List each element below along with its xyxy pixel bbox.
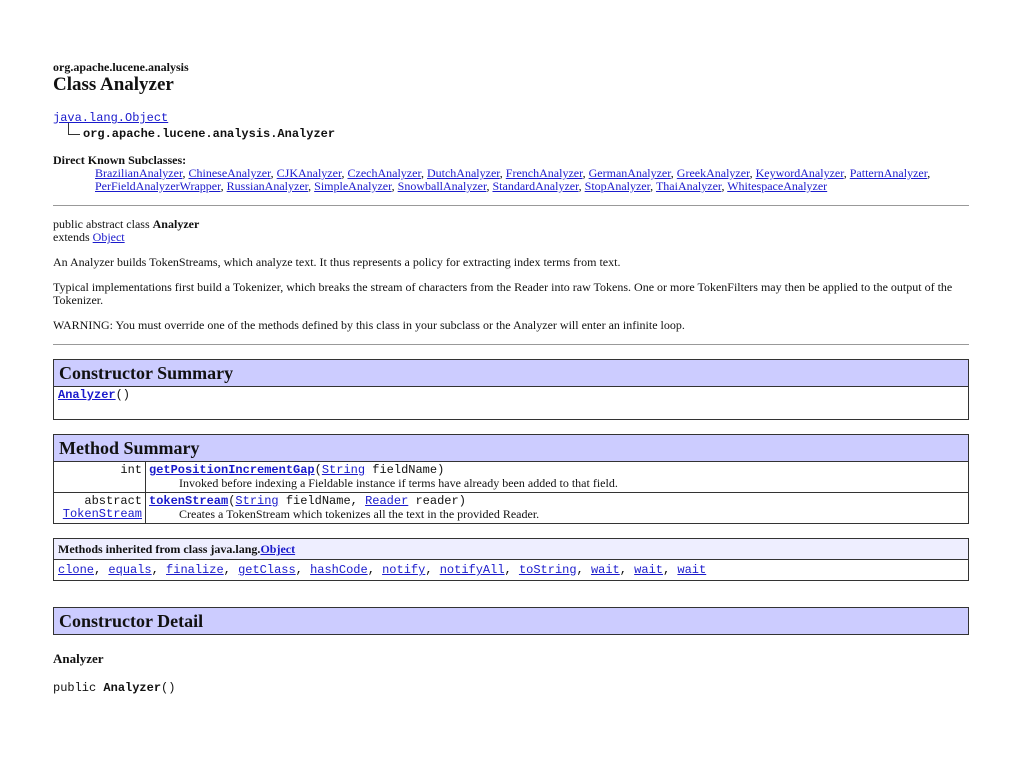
inherited-method-link[interactable]: finalize [166, 563, 224, 577]
params-rest: fieldName) [365, 463, 445, 477]
param-type-link[interactable]: String [235, 494, 279, 508]
subclass-link[interactable]: PatternAnalyzer [849, 166, 928, 180]
inherited-method-link[interactable]: notify [382, 563, 426, 577]
declaration-class-name: Analyzer [152, 217, 200, 231]
inherited-method-link[interactable]: hashCode [310, 563, 368, 577]
class-declaration [53, 218, 969, 244]
inherited-class-link[interactable]: Object [260, 542, 296, 556]
constructor-parens: () [115, 388, 131, 402]
list-separator: , [843, 166, 850, 180]
constructor-summary-title: Constructor Summary [54, 360, 968, 387]
list-separator: , [504, 563, 519, 577]
signature-name: Analyzer [103, 681, 162, 695]
method-signature-cell [146, 462, 968, 492]
inherited-method-link[interactable]: clone [58, 563, 95, 577]
param-type-link[interactable]: Reader [365, 494, 409, 508]
subclass-link[interactable]: PerFieldAnalyzerWrapper [95, 179, 221, 193]
list-separator: , [578, 179, 585, 193]
inherited-method-link[interactable]: wait [677, 563, 707, 577]
list-separator: , [182, 166, 189, 180]
params-rest: reader) [408, 494, 466, 508]
constructor-link[interactable]: Analyzer [58, 388, 116, 402]
inherited-method-link[interactable]: getClass [238, 563, 296, 577]
list-separator: , [662, 563, 678, 577]
subclass-link[interactable]: SimpleAnalyzer [314, 179, 392, 193]
return-modifier: abstract [84, 494, 142, 508]
signature-prefix: public [53, 681, 104, 695]
tree-connector [68, 123, 80, 135]
constructor-detail-title: Constructor Detail [54, 608, 968, 634]
extends-label: extends [53, 230, 93, 244]
signature-open-paren: ( [228, 494, 236, 508]
list-separator: , [582, 166, 589, 180]
subclass-link[interactable]: BrazilianAnalyzer [95, 166, 183, 180]
subclass-link[interactable]: RussianAnalyzer [226, 179, 309, 193]
list-separator: , [670, 166, 677, 180]
method-return-cell [54, 493, 146, 523]
list-separator: , [151, 563, 167, 577]
javadoc-page [53, 60, 969, 695]
subclass-link[interactable]: GreekAnalyzer [676, 166, 750, 180]
inherited-method-link[interactable]: wait [590, 563, 620, 577]
constructor-detail-header [53, 607, 969, 635]
method-summary-title: Method Summary [54, 435, 968, 462]
method-row [54, 492, 968, 523]
return-type-link[interactable]: TokenStream [62, 507, 142, 521]
method-return-cell [54, 462, 146, 492]
constructor-detail-name: Analyzer [53, 651, 104, 666]
signature-open-paren: ( [314, 463, 322, 477]
divider [53, 205, 969, 206]
extends-object-link[interactable]: Object [92, 230, 125, 244]
declaration-prefix: public abstract class [53, 217, 153, 231]
subclass-link[interactable]: SnowballAnalyzer [397, 179, 487, 193]
list-separator: , [391, 179, 398, 193]
subclasses-label: Direct Known Subclasses: [53, 153, 187, 167]
method-signature-cell [146, 493, 968, 523]
list-separator: , [927, 166, 931, 180]
list-separator: , [576, 563, 591, 577]
list-separator: , [650, 179, 656, 193]
list-separator: , [367, 563, 383, 577]
return-type: int [120, 463, 142, 477]
list-separator: , [721, 179, 728, 193]
list-separator: , [420, 166, 427, 180]
list-separator: , [619, 563, 635, 577]
inherited-method-link[interactable]: wait [634, 563, 663, 577]
subclass-link[interactable]: GermanAnalyzer [588, 166, 671, 180]
description-paragraph: Typical implementations first build a Tokenizer, which breaks the stream of characters from the Reader into raw Tokens. One or more TokenFilters may then be applied to the output of the Tokenizer. [53, 280, 953, 307]
method-link[interactable]: getPositionIncrementGap [149, 463, 315, 477]
inherited-method-link[interactable]: notifyAll [439, 563, 505, 577]
subclass-link[interactable]: KeywordAnalyzer [755, 166, 844, 180]
list-separator: , [295, 563, 311, 577]
subclass-link[interactable]: ChineseAnalyzer [188, 166, 271, 180]
inherited-methods-title [54, 539, 968, 560]
inherited-method-link[interactable]: equals [108, 563, 152, 577]
list-separator: , [486, 179, 493, 193]
hierarchy-root-link[interactable]: java.lang.Object [53, 111, 169, 125]
list-separator: , [341, 166, 348, 180]
subclass-link[interactable]: CJKAnalyzer [276, 166, 342, 180]
inherited-method-link[interactable]: toString [518, 563, 577, 577]
warning-paragraph: WARNING: You must override one of the methods defined by this class in your subclass or the Analyzer will enter an infinite loop. [53, 318, 685, 332]
list-separator: , [94, 563, 109, 577]
method-link[interactable]: tokenStream [149, 494, 229, 508]
list-separator: , [499, 166, 506, 180]
page-title: Class Analyzer [53, 74, 174, 95]
subclass-link[interactable]: ThaiAnalyzer [655, 179, 722, 193]
hierarchy-current-class: org.apache.lucene.analysis.Analyzer [83, 127, 336, 141]
method-description: Invoked before indexing a Fieldable instance if terms have already been added to that field. [179, 476, 618, 490]
subclass-link[interactable]: WhitespaceAnalyzer [727, 179, 828, 193]
description-paragraph: An Analyzer builds TokenStreams, which analyze text. It thus represents a policy for extracting index terms from text. [53, 255, 621, 269]
subclass-link[interactable]: CzechAnalyzer [347, 166, 421, 180]
list-separator: , [223, 563, 239, 577]
list-separator: , [425, 563, 440, 577]
param-type-link[interactable]: String [321, 463, 366, 477]
list-separator: , [270, 166, 277, 180]
inherited-methods-list [54, 560, 968, 580]
list-separator: , [749, 166, 756, 180]
inherited-methods-table [53, 538, 969, 581]
method-summary-table [53, 434, 969, 524]
constructor-summary-table [53, 359, 969, 420]
params-rest: fieldName, [278, 494, 366, 508]
subclasses-list [53, 167, 969, 193]
package-name: org.apache.lucene.analysis [53, 60, 189, 74]
divider [53, 344, 969, 345]
class-hierarchy [53, 110, 969, 142]
subclass-link[interactable]: FrenchAnalyzer [505, 166, 583, 180]
inherited-label: Methods inherited from class java.lang. [58, 542, 261, 556]
method-row [54, 462, 968, 492]
list-separator: , [220, 179, 227, 193]
subclass-link[interactable]: StopAnalyzer [584, 179, 651, 193]
constructor-detail-signature [53, 681, 969, 695]
signature-suffix: () [161, 681, 176, 695]
subclass-link[interactable]: DutchAnalyzer [426, 166, 500, 180]
subclass-link[interactable]: StandardAnalyzer [492, 179, 579, 193]
list-separator: , [308, 179, 315, 193]
method-description: Creates a TokenStream which tokenizes all the text in the provided Reader. [179, 507, 540, 521]
